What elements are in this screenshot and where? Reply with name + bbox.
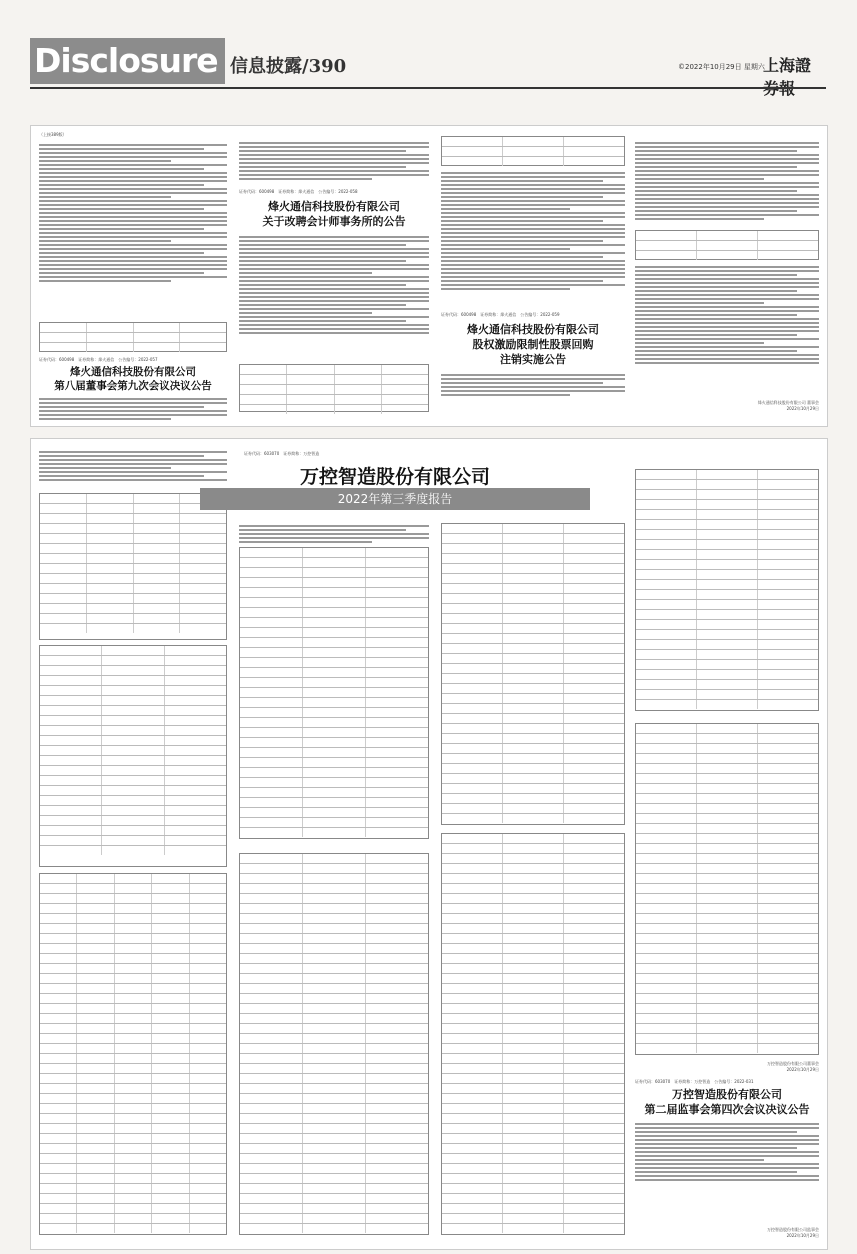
- masthead: [30, 38, 826, 86]
- announcement-code: 证券代码：600498 证券简称：烽火通信 公告编号：2022-058: [239, 189, 358, 194]
- disclosure-banner: [30, 38, 225, 84]
- issue-date: ©2022年10月29日 星期六: [678, 63, 765, 71]
- body-text-block: [39, 449, 227, 483]
- column-1: [39, 445, 227, 1243]
- header-rule: [30, 87, 826, 89]
- column-3: [441, 132, 625, 420]
- company-name: 万控智造股份有限公司: [299, 466, 490, 488]
- data-table: [39, 322, 227, 352]
- data-table: [635, 230, 819, 260]
- body-text-block: [239, 140, 429, 182]
- data-table: [239, 364, 429, 412]
- financial-table: [39, 645, 227, 867]
- announcement-code: 证券代码：603070 证券简称：万控智造 公告编号：2022-031: [635, 1079, 754, 1084]
- body-text-block: [635, 264, 819, 366]
- banner-text: Disclosure: [34, 41, 218, 80]
- column-2: [239, 523, 429, 1243]
- board-signature: 万控智造股份有限公司董事会 2022年10月29日: [767, 1061, 819, 1072]
- continued-label: （上接389版）: [39, 132, 67, 137]
- signature: 烽火通信科技股份有限公司 董事会 2022年10月29日: [757, 400, 819, 411]
- column-4: [635, 132, 819, 420]
- income-statement-table: [239, 853, 429, 1235]
- supervisory-signature: 万控智造股份有限公司监事会 2022年10月29日: [767, 1227, 819, 1238]
- data-table: [441, 136, 625, 166]
- stock-code: 证券代码：603070 证券简称：万控智造: [244, 451, 320, 456]
- column-3: [441, 523, 625, 1243]
- fiberhome-announcements-panel: [30, 125, 828, 427]
- financial-table: [39, 493, 227, 640]
- newspaper-logo: 上海證: [763, 56, 812, 75]
- column-1: [39, 132, 227, 420]
- announcement-code: 证券代码：600498 证券简称：烽火通信 公告编号：2022-059: [441, 312, 560, 317]
- report-title: 2022年第三季度报告: [337, 492, 453, 506]
- body-text-block: [39, 142, 227, 284]
- column-2: [239, 132, 429, 420]
- section-title: 信息披露/390: [230, 56, 347, 77]
- share-buyback-headline: 烽火通信科技股份有限公司 股权激励限制性股票回购 注销实施公告: [467, 323, 599, 366]
- auditor-change-headline: 烽火通信科技股份有限公司 关于改聘会计师事务所的公告: [262, 200, 406, 228]
- announcement-code: 证券代码：600498 证券简称：烽火通信 公告编号：2022-057: [39, 357, 158, 362]
- board-resolution-headline: 烽火通信科技股份有限公司 第八届董事会第九次会议决议公告: [54, 366, 212, 392]
- body-text-block: [441, 170, 625, 292]
- body-text-block: [239, 523, 429, 545]
- body-text-block: [239, 234, 429, 336]
- liabilities-table: [441, 523, 625, 825]
- cash-flow-table-2: [635, 723, 819, 1055]
- profit-table: [635, 469, 819, 711]
- supervisory-board-headline: 万控智造股份有限公司 第二届监事会第四次会议决议公告: [644, 1088, 810, 1116]
- body-text-block: [635, 1121, 819, 1183]
- body-text-block: [39, 396, 227, 422]
- body-text-block: [441, 372, 625, 398]
- wankong-report-panel: [30, 438, 828, 1250]
- column-4: [635, 445, 819, 1243]
- balance-sheet-table: [239, 547, 429, 839]
- report-header: [200, 462, 590, 520]
- body-text-block: [635, 140, 819, 222]
- shareholder-table: [39, 873, 227, 1235]
- cash-flow-table: [441, 833, 625, 1235]
